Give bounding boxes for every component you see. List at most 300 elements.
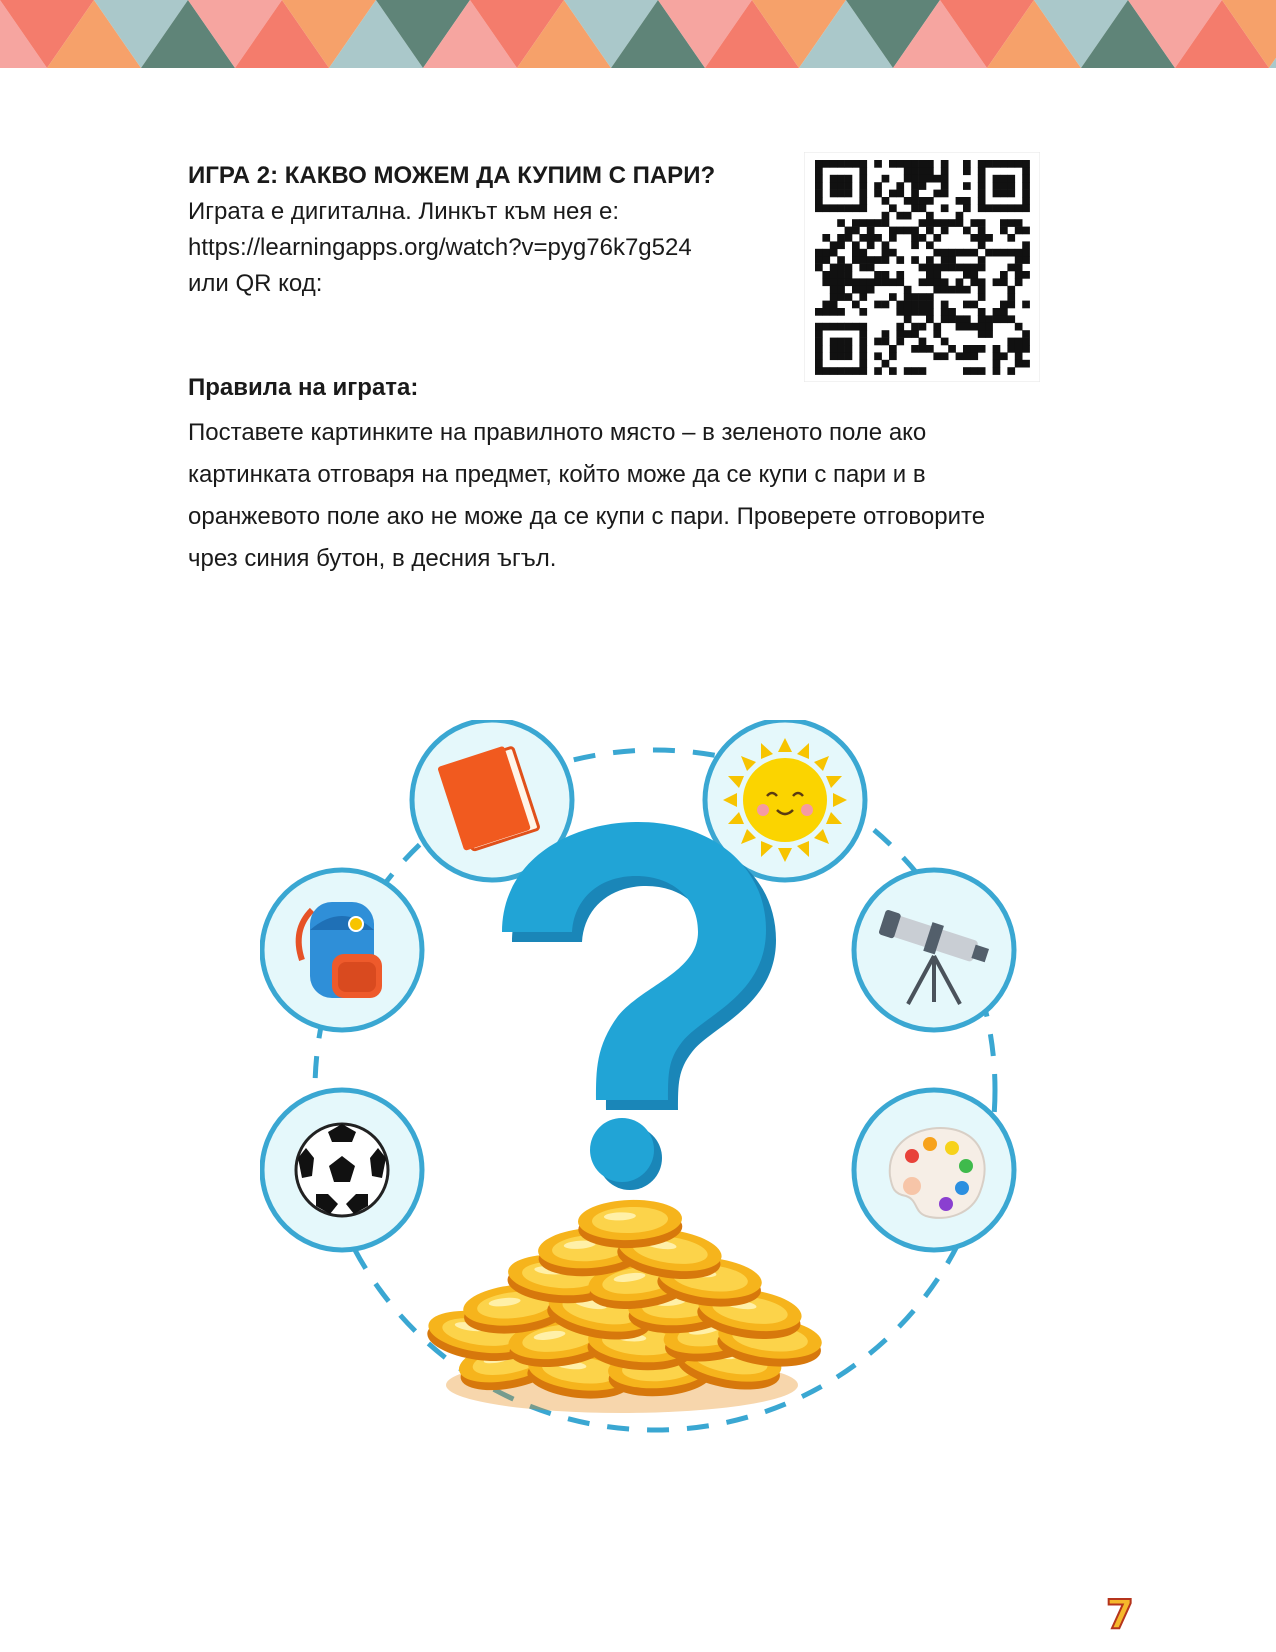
qr-module xyxy=(963,264,971,272)
qr-module xyxy=(926,219,934,227)
qr-module xyxy=(933,271,941,279)
qr-module xyxy=(889,345,897,353)
qr-module xyxy=(882,338,890,346)
qr-module xyxy=(1007,301,1015,309)
qr-module xyxy=(837,219,845,227)
qr-module xyxy=(889,204,897,212)
qr-module xyxy=(970,323,978,331)
qr-module xyxy=(1022,167,1030,175)
qr-module xyxy=(926,167,934,175)
qr-module xyxy=(904,315,912,323)
qr-module xyxy=(815,264,823,272)
qr-module xyxy=(978,315,986,323)
qr-module xyxy=(993,352,1001,360)
qr-module xyxy=(830,286,838,294)
qr-module xyxy=(822,249,830,257)
qr-module xyxy=(867,234,875,242)
qr-module xyxy=(889,249,897,257)
qr-module xyxy=(1000,278,1008,286)
qr-module xyxy=(815,330,823,338)
qr-module xyxy=(993,204,1001,212)
qr-module xyxy=(867,256,875,264)
qr-module xyxy=(941,315,949,323)
qr-module xyxy=(852,227,860,235)
palette-icon xyxy=(854,1090,1014,1250)
qr-module xyxy=(852,286,860,294)
qr-module xyxy=(926,308,934,316)
qr-module xyxy=(904,197,912,205)
qr-module xyxy=(815,204,823,212)
qr-module xyxy=(970,234,978,242)
qr-module xyxy=(845,345,853,353)
qr-module xyxy=(978,264,986,272)
qr-module xyxy=(815,175,823,183)
qr-module xyxy=(948,345,956,353)
qr-module xyxy=(941,167,949,175)
qr-module xyxy=(1022,190,1030,198)
qr-module xyxy=(978,175,986,183)
qr-module xyxy=(978,219,986,227)
qr-module xyxy=(859,278,867,286)
qr-module xyxy=(911,301,919,309)
qr-module xyxy=(845,271,853,279)
qr-module xyxy=(941,352,949,360)
qr-module xyxy=(1022,227,1030,235)
rules-title: Правила на играта: xyxy=(188,374,419,401)
qr-module xyxy=(859,234,867,242)
qr-module xyxy=(896,212,904,220)
qr-module xyxy=(852,204,860,212)
qr-module xyxy=(1000,204,1008,212)
qr-module xyxy=(993,360,1001,368)
qr-module xyxy=(896,308,904,316)
qr-module xyxy=(911,256,919,264)
qr-module xyxy=(859,308,867,316)
qr-module xyxy=(963,323,971,331)
qr-module xyxy=(874,367,882,375)
qr-module xyxy=(963,301,971,309)
gold-coins-icon xyxy=(425,1198,824,1413)
qr-module xyxy=(822,271,830,279)
qr-module xyxy=(1007,234,1015,242)
qr-module xyxy=(919,278,927,286)
qr-module xyxy=(830,175,838,183)
qr-module xyxy=(926,293,934,301)
qr-module xyxy=(926,315,934,323)
qr-module xyxy=(911,227,919,235)
qr-module xyxy=(837,264,845,272)
qr-module xyxy=(941,160,949,168)
qr-module xyxy=(1007,249,1015,257)
qr-module xyxy=(1000,315,1008,323)
qr-module xyxy=(830,352,838,360)
qr-module xyxy=(830,293,838,301)
qr-module xyxy=(845,367,853,375)
qr-module xyxy=(1015,249,1023,257)
qr-module xyxy=(1015,256,1023,264)
qr-module xyxy=(1022,345,1030,353)
question-mark-icon xyxy=(502,822,776,1190)
qr-module xyxy=(978,293,986,301)
qr-module xyxy=(830,278,838,286)
qr-module xyxy=(896,160,904,168)
qr-module xyxy=(822,367,830,375)
qr-module xyxy=(933,352,941,360)
qr-module xyxy=(956,323,964,331)
qr-module xyxy=(978,182,986,190)
qr-module xyxy=(978,227,986,235)
qr-module xyxy=(837,352,845,360)
qr-module xyxy=(978,241,986,249)
qr-module xyxy=(882,256,890,264)
qr-module xyxy=(837,345,845,353)
qr-module xyxy=(933,219,941,227)
qr-module xyxy=(859,197,867,205)
qr-module xyxy=(882,301,890,309)
qr-module xyxy=(1007,367,1015,375)
qr-module xyxy=(1015,338,1023,346)
qr-module xyxy=(889,367,897,375)
qr-module xyxy=(963,352,971,360)
qr-module xyxy=(837,256,845,264)
qr-module xyxy=(822,301,830,309)
qr-module xyxy=(1007,345,1015,353)
qr-module xyxy=(815,190,823,198)
qr-module xyxy=(874,278,882,286)
qr-module xyxy=(993,367,1001,375)
qr-module xyxy=(822,234,830,242)
qr-module xyxy=(859,323,867,331)
qr-module xyxy=(1000,249,1008,257)
qr-module xyxy=(993,249,1001,257)
qr-module xyxy=(985,234,993,242)
qr-module xyxy=(926,160,934,168)
qr-module xyxy=(859,175,867,183)
qr-module xyxy=(993,190,1001,198)
qr-module xyxy=(1022,301,1030,309)
qr-module xyxy=(867,278,875,286)
qr-module xyxy=(978,167,986,175)
qr-module xyxy=(963,227,971,235)
qr-module xyxy=(859,367,867,375)
qr-module xyxy=(859,182,867,190)
qr-module xyxy=(933,278,941,286)
qr-module xyxy=(963,315,971,323)
qr-module xyxy=(1007,219,1015,227)
qr-module xyxy=(896,330,904,338)
qr-module xyxy=(993,345,1001,353)
qr-module xyxy=(837,271,845,279)
qr-module xyxy=(948,249,956,257)
qr-module xyxy=(889,227,897,235)
qr-module xyxy=(830,345,838,353)
qr-module xyxy=(896,256,904,264)
qr-module xyxy=(904,175,912,183)
qr-module xyxy=(1022,330,1030,338)
qr-module xyxy=(830,249,838,257)
qr-module xyxy=(867,286,875,294)
qr-module xyxy=(911,204,919,212)
qr-module xyxy=(956,264,964,272)
qr-module xyxy=(896,271,904,279)
qr-module xyxy=(852,160,860,168)
qr-module xyxy=(970,249,978,257)
qr-module xyxy=(837,182,845,190)
qr-module xyxy=(845,278,853,286)
qr-module xyxy=(926,256,934,264)
qr-module xyxy=(1015,323,1023,331)
qr-module xyxy=(919,301,927,309)
qr-module xyxy=(963,345,971,353)
qr-module xyxy=(830,271,838,279)
qr-module xyxy=(933,330,941,338)
qr-module xyxy=(845,190,853,198)
qr-module xyxy=(845,204,853,212)
qr-module xyxy=(1022,360,1030,368)
qr-module xyxy=(882,330,890,338)
qr-module xyxy=(845,175,853,183)
qr-module xyxy=(1007,286,1015,294)
qr-module xyxy=(919,182,927,190)
qr-module xyxy=(882,360,890,368)
qr-module xyxy=(874,190,882,198)
qr-module xyxy=(904,367,912,375)
qr-module xyxy=(970,264,978,272)
qr-module xyxy=(882,249,890,257)
qr-module xyxy=(919,204,927,212)
rules-line: картинката отговаря на предмет, който може да се купи с пари и в xyxy=(188,461,926,488)
qr-module xyxy=(1015,271,1023,279)
qr-module xyxy=(822,308,830,316)
qr-module xyxy=(941,278,949,286)
rules-body xyxy=(188,412,1188,580)
qr-module xyxy=(822,204,830,212)
qr-module xyxy=(904,301,912,309)
qr-module xyxy=(837,278,845,286)
qr-module xyxy=(911,190,919,198)
qr-module xyxy=(874,271,882,279)
qr-module xyxy=(859,204,867,212)
qr-module xyxy=(1022,160,1030,168)
qr-module xyxy=(830,182,838,190)
qr-module xyxy=(859,219,867,227)
rules-line: чрез синия бутон, в десния ъгъл. xyxy=(188,545,557,572)
qr-module xyxy=(911,182,919,190)
qr-module xyxy=(882,271,890,279)
qr-module xyxy=(978,367,986,375)
qr-module xyxy=(978,323,986,331)
qr-module xyxy=(852,367,860,375)
telescope-icon xyxy=(854,870,1014,1030)
qr-module xyxy=(1000,271,1008,279)
qr-module xyxy=(867,241,875,249)
qr-module xyxy=(830,160,838,168)
qr-module xyxy=(822,323,830,331)
qr-module xyxy=(1015,352,1023,360)
qr-module xyxy=(830,323,838,331)
qr-module xyxy=(815,256,823,264)
qr-module xyxy=(1000,175,1008,183)
qr-module xyxy=(941,204,949,212)
qr-module xyxy=(978,345,986,353)
game-title: ИГРА 2: КАКВО МОЖЕМ ДА КУПИМ С ПАРИ? xyxy=(188,162,716,189)
qr-module xyxy=(815,360,823,368)
qr-module xyxy=(852,249,860,257)
qr-module xyxy=(830,338,838,346)
qr-module xyxy=(882,197,890,205)
qr-module xyxy=(926,227,934,235)
qr-module xyxy=(941,249,949,257)
qr-module xyxy=(948,256,956,264)
qr-module xyxy=(889,278,897,286)
qr-module xyxy=(1007,264,1015,272)
qr-module xyxy=(919,264,927,272)
qr-module xyxy=(919,219,927,227)
qr-module xyxy=(985,249,993,257)
qr-module xyxy=(941,227,949,235)
qr-module xyxy=(933,190,941,198)
qr-module xyxy=(867,219,875,227)
qr-module xyxy=(978,256,986,264)
qr-module xyxy=(978,160,986,168)
qr-module xyxy=(852,219,860,227)
qr-module xyxy=(1015,345,1023,353)
qr-module xyxy=(1007,338,1015,346)
qr-module xyxy=(970,219,978,227)
qr-module xyxy=(1000,352,1008,360)
qr-module xyxy=(815,167,823,175)
rules-line: оранжевото поле ако не може да се купи с пари. Проверете отговорите xyxy=(188,503,986,530)
qr-module xyxy=(845,352,853,360)
rules-line: Поставете картинките на правилното място – в зеленото поле ако xyxy=(188,419,927,446)
qr-module xyxy=(911,345,919,353)
qr-module xyxy=(978,286,986,294)
game-link[interactable]: https://learningapps.org/watch?v=pyg76k7g524 xyxy=(188,234,692,261)
qr-module xyxy=(956,219,964,227)
qr-module xyxy=(874,160,882,168)
qr-module xyxy=(830,264,838,272)
qr-module xyxy=(993,315,1001,323)
qr-module xyxy=(985,160,993,168)
qr-module xyxy=(904,167,912,175)
qr-module xyxy=(963,167,971,175)
qr-module xyxy=(963,182,971,190)
qr-module xyxy=(956,212,964,220)
qr-module xyxy=(859,345,867,353)
qr-module xyxy=(896,182,904,190)
qr-module xyxy=(1007,160,1015,168)
qr-module xyxy=(956,315,964,323)
qr-module xyxy=(815,182,823,190)
qr-module xyxy=(837,175,845,183)
qr-module xyxy=(985,204,993,212)
qr-module xyxy=(859,360,867,368)
qr-module xyxy=(993,160,1001,168)
qr-module xyxy=(889,234,897,242)
qr-module xyxy=(815,249,823,257)
qr-module xyxy=(919,367,927,375)
qr-module xyxy=(904,286,912,294)
qr-module xyxy=(1007,175,1015,183)
qr-module xyxy=(845,234,853,242)
qr-module xyxy=(1000,301,1008,309)
qr-module xyxy=(874,234,882,242)
qr-module xyxy=(941,219,949,227)
qr-module xyxy=(1015,160,1023,168)
qr-module xyxy=(1015,219,1023,227)
qr-module xyxy=(815,345,823,353)
qr-module xyxy=(933,264,941,272)
qr-module xyxy=(1015,278,1023,286)
qr-module xyxy=(911,241,919,249)
qr-module xyxy=(1007,190,1015,198)
qr-module xyxy=(970,367,978,375)
qr-module xyxy=(933,175,941,183)
qr-module xyxy=(978,330,986,338)
qr-module xyxy=(941,256,949,264)
qr-module xyxy=(926,301,934,309)
qr-module xyxy=(815,160,823,168)
qr-module xyxy=(926,278,934,286)
qr-module xyxy=(837,234,845,242)
qr-module xyxy=(985,323,993,331)
qr-module xyxy=(956,249,964,257)
qr-module xyxy=(837,308,845,316)
qr-module xyxy=(978,197,986,205)
qr-module xyxy=(1000,182,1008,190)
qr-module xyxy=(837,323,845,331)
qr-module xyxy=(859,264,867,272)
qr-module xyxy=(941,286,949,294)
qr-module xyxy=(837,160,845,168)
qr-module xyxy=(815,367,823,375)
qr-code[interactable] xyxy=(804,152,1040,382)
qr-module xyxy=(1000,219,1008,227)
qr-module xyxy=(941,264,949,272)
qr-module xyxy=(889,190,897,198)
qr-module xyxy=(911,293,919,301)
qr-module xyxy=(837,190,845,198)
qr-module xyxy=(882,212,890,220)
qr-module xyxy=(993,175,1001,183)
qr-module xyxy=(963,197,971,205)
qr-module xyxy=(926,197,934,205)
qr-module xyxy=(904,293,912,301)
qr-module xyxy=(941,182,949,190)
qr-module xyxy=(904,160,912,168)
qr-module xyxy=(874,352,882,360)
qr-module xyxy=(874,182,882,190)
qr-module xyxy=(1022,204,1030,212)
qr-module xyxy=(948,308,956,316)
money-illustration xyxy=(260,720,1050,1500)
qr-module xyxy=(874,256,882,264)
qr-module xyxy=(1022,197,1030,205)
qr-module xyxy=(896,301,904,309)
qr-module xyxy=(1007,204,1015,212)
qr-module xyxy=(993,308,1001,316)
qr-module xyxy=(859,249,867,257)
qr-module xyxy=(1022,249,1030,257)
qr-module xyxy=(993,182,1001,190)
qr-module xyxy=(948,219,956,227)
qr-module xyxy=(919,160,927,168)
qr-module xyxy=(859,167,867,175)
qr-module xyxy=(874,301,882,309)
qr-module xyxy=(911,330,919,338)
qr-module xyxy=(978,204,986,212)
qr-module xyxy=(889,160,897,168)
